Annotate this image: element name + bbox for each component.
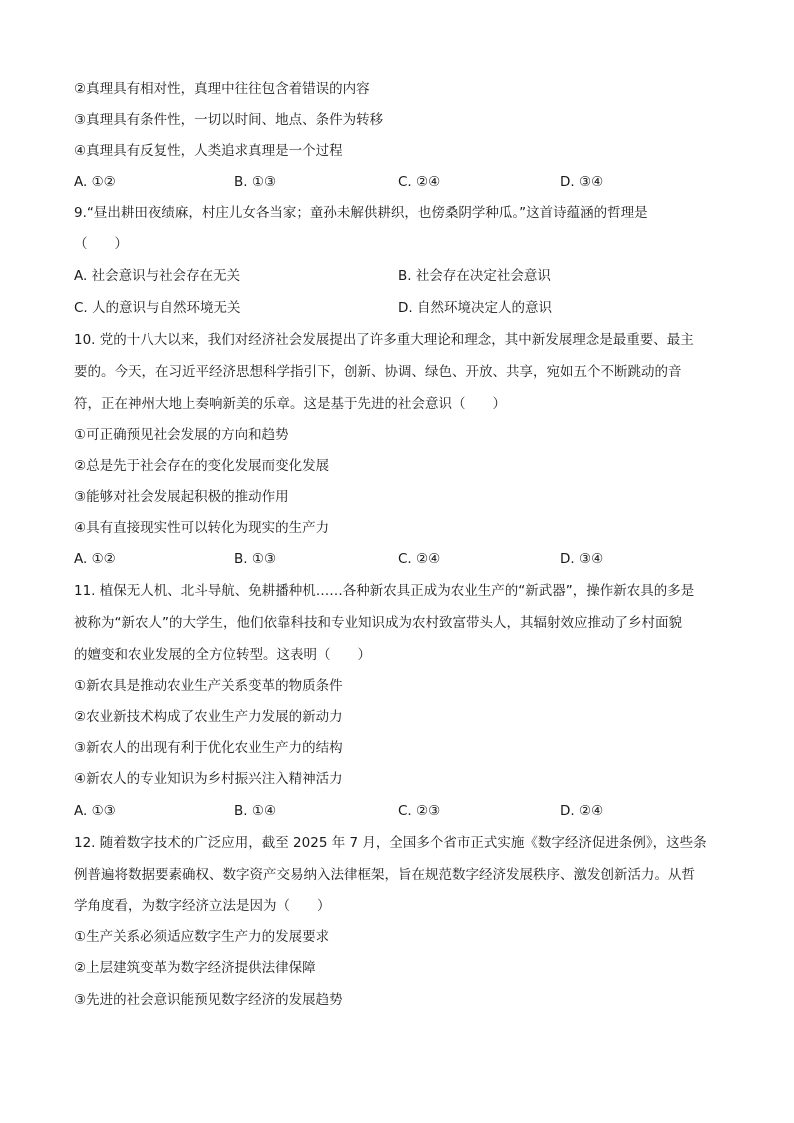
q8-options [74, 172, 724, 192]
q9-option-a: A. 社会意识与社会存在无关 [74, 268, 241, 284]
q8-statement-2: ②真理具有相对性，真理中往往包含着错误的内容 [74, 81, 370, 97]
q10-option-b: B. ①③ [234, 551, 277, 567]
q10-stem-line-3: 符，正在神州大地上奏响新美的乐章。这是基于先进的社会意识（ ） [74, 396, 506, 412]
q10-stem-line-1: 10. 党的十八大以来，我们对经济社会发展提出了许多重大理论和理念，其中新发展理念是最重要、最主 [74, 332, 694, 348]
q12-stem-line-1: 12. 随着数字技术的广泛应用，截至 2025 年 7 月，全国多个省市正式实施《数字经济促进条例》，这些条 [74, 835, 707, 851]
q9-options-row-1 [74, 266, 724, 286]
q8-option-c: C. ②④ [398, 174, 441, 190]
q10-statement-4: ④具有直接现实性可以转化为现实的生产力 [74, 520, 330, 536]
q9-options-row-2 [74, 298, 724, 318]
q10-option-a: A. ①② [74, 551, 116, 567]
q8-statement-4: ④真理具有反复性，人类追求真理是一个过程 [74, 143, 343, 159]
q11-statement-4: ④新农人的专业知识为乡村振兴注入精神活力 [74, 771, 343, 787]
q10-statement-2: ②总是先于社会存在的变化发展而变化发展 [74, 458, 330, 474]
q8-option-d: D. ③④ [560, 174, 604, 190]
q12-statement-3: ③先进的社会意识能预见数字经济的发展趋势 [74, 992, 343, 1008]
q11-option-d: D. ②④ [560, 803, 604, 819]
q11-statement-3: ③新农人的出现有利于优化农业生产力的结构 [74, 740, 343, 756]
q11-stem-line-3: 的嬗变和农业发展的全方位转型。这表明（ ） [74, 647, 371, 663]
q12-statement-2: ②上层建筑变革为数字经济提供法律保障 [74, 960, 316, 976]
q11-statement-2: ②农业新技术构成了农业生产力发展的新动力 [74, 709, 343, 725]
q12-stem-line-3: 学角度看，为数字经济立法是因为（ ） [74, 898, 331, 914]
q9-option-c: C. 人的意识与自然环境无关 [74, 300, 241, 316]
q8-option-b: B. ①③ [234, 174, 277, 190]
q12-stem-line-2: 例普遍将数据要素确权、数字资产交易纳入法律框架，旨在规范数字经济发展秩序、激发创新活力。从哲 [74, 867, 695, 883]
q11-stem-line-1: 11. 植保无人机、北斗导航、免耕播种机……各种新农具正成为农业生产的“新武器”，操作新农具的多是 [74, 583, 695, 599]
q8-statement-3: ③真理具有条件性，一切以时间、地点、条件为转移 [74, 112, 384, 128]
q10-stem-line-2: 要的。今天，在习近平经济思想科学指引下，创新、协调、绿色、开放、共享，宛如五个不断跳动的音 [74, 364, 682, 380]
q9-option-d: D. 自然环境决定人的意识 [398, 300, 552, 316]
q11-option-c: C. ②③ [398, 803, 441, 819]
q9-option-b: B. 社会存在决定社会意识 [398, 268, 551, 284]
q11-options [74, 801, 724, 821]
q11-statement-1: ①新农具是推动农业生产关系变革的物质条件 [74, 678, 343, 694]
q11-stem-line-2: 被称为“新农人”的大学生，他们依靠科技和专业知识成为农村致富带头人，其辐射效应推动了乡村面貌 [74, 615, 682, 631]
q10-statement-1: ①可正确预见社会发展的方向和趋势 [74, 427, 289, 443]
q9-stem-line-1: 9.“昼出耕田夜绩麻，村庄儿女各当家；童孙未解供耕织，也傍桑阴学种瓜。”这首诗蕴涵的哲理是 [74, 205, 648, 221]
q12-statement-1: ①生产关系必须适应数字生产力的发展要求 [74, 929, 330, 945]
q10-options [74, 549, 724, 569]
q10-option-c: C. ②④ [398, 551, 441, 567]
q8-option-a: A. ①② [74, 174, 116, 190]
q9-stem-line-2: （ ） [74, 236, 128, 252]
q10-statement-3: ③能够对社会发展起积极的推动作用 [74, 489, 289, 505]
q10-option-d: D. ③④ [560, 551, 604, 567]
q11-option-b: B. ①④ [234, 803, 277, 819]
q11-option-a: A. ①③ [74, 803, 116, 819]
